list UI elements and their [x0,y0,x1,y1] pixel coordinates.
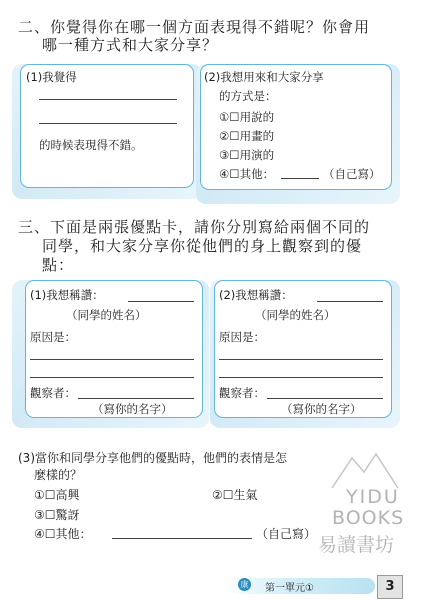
publisher-badge-icon: 康 [238,578,251,591]
watermark-peak-icon [330,450,400,490]
share-prompt-2: 的方式是： [219,89,277,103]
card1-name-hint: （同學的姓名） [66,308,147,322]
card1-reason-line-1[interactable] [30,359,194,360]
watermark-line3: 易讀書坊 [318,534,395,556]
page-number: 3 [377,575,403,599]
share-option-act[interactable]: ③☐用演的 [219,148,275,162]
talent-suffix: 的時候表現得不錯。 [39,138,143,152]
q3-option-happy[interactable]: ①☐高興 [34,488,80,502]
section2-title-line1: 二、你覺得你在哪一個方面表現得不錯呢？你會用 [18,18,371,36]
merit-card-2 [214,280,392,418]
card2-reason-label: 原因是： [219,330,265,344]
q3-line1: (3)當你和同學分享他們的優點時，他們的表情是怎 [18,451,287,465]
footer-unit: 第一單元① [265,583,314,594]
watermark-line2: BOOKS [332,507,405,529]
share-other-note: （自己寫） [323,167,381,181]
card2-observer-hint: （寫你的名字） [281,402,362,416]
watermark-line1: YIDU [346,486,400,508]
card2-observer-label: 觀察者： [219,386,265,400]
share-option-draw[interactable]: ②☐用畫的 [219,129,275,143]
card2-name-line[interactable] [317,301,383,302]
section3-title-line1: 三、下面是兩張優點卡，請你分別寫給兩個不同的 [18,218,371,236]
card2-observer-line[interactable] [267,398,383,399]
card1-observer-hint: （寫你的名字） [92,402,173,416]
panel-share-method [200,64,392,190]
talent-answer-line-2[interactable] [39,123,177,124]
section2-title-line2: 哪一種方式和大家分享？ [42,36,219,54]
q3-other-note: （自己寫） [256,527,317,541]
card2-name-hint: （同學的姓名） [255,308,336,322]
talent-prompt: (1)我覺得 [26,70,77,84]
section3-title-line3: 點： [42,256,75,274]
card1-name-line[interactable] [128,301,194,302]
card1-praise-label: (1)我想稱讚： [30,288,104,302]
card1-observer-line[interactable] [78,398,194,399]
share-prompt: (2)我想用來和大家分享 [204,70,324,84]
card1-observer-label: 觀察者： [30,386,76,400]
share-option-talk[interactable]: ①☐用說的 [219,110,275,124]
q3-other-line[interactable] [112,538,252,539]
share-other-line[interactable] [281,178,319,179]
card2-reason-line-1[interactable] [219,359,383,360]
card1-reason-label: 原因是： [30,330,76,344]
section3-title-line2: 同學，和大家分享你從他們的身上觀察到的優 [42,237,363,255]
merit-card-1 [25,280,203,418]
q3-option-angry[interactable]: ②☐生氣 [212,488,258,502]
q3-option-other[interactable]: ④☐其他： [34,527,92,541]
card2-reason-line-2[interactable] [219,377,383,378]
q3-line2: 麼樣的？ [34,468,83,482]
talent-answer-line-1[interactable] [39,99,177,100]
share-option-other[interactable]: ④☐其他： [219,167,275,181]
card1-reason-line-2[interactable] [30,377,194,378]
q3-option-surprised[interactable]: ③☐驚訝 [34,508,80,522]
panel-talent [20,64,194,188]
card2-praise-label: (2)我想稱讚： [219,288,293,302]
